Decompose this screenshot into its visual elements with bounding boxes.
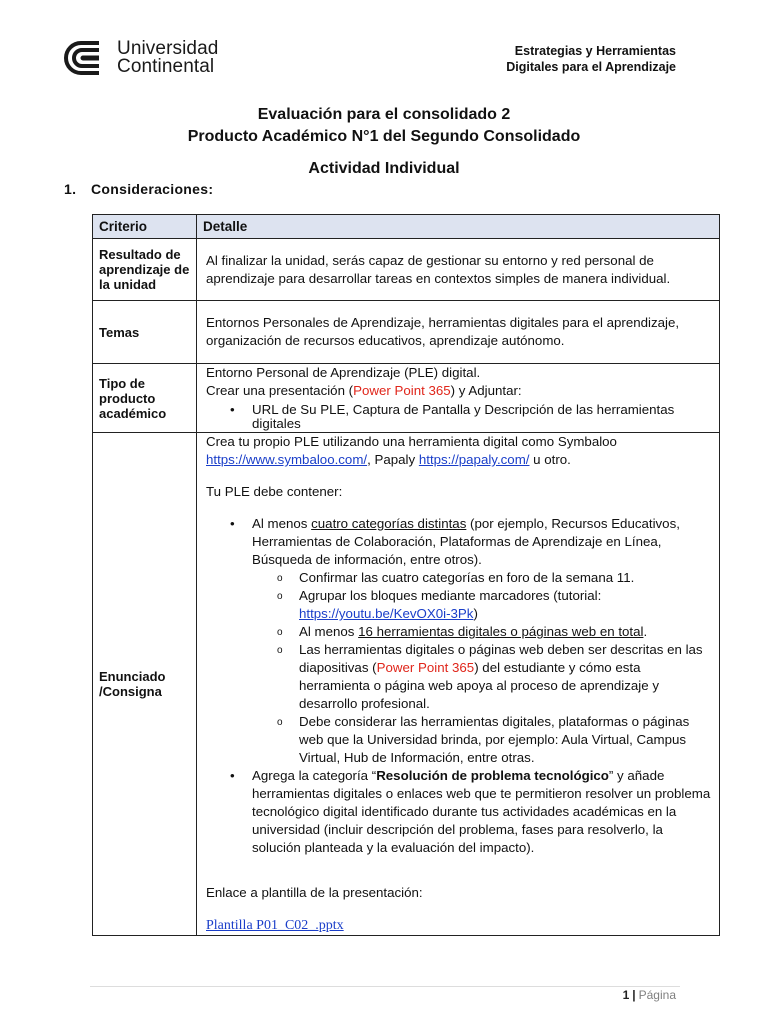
- b1-pre: Al menos: [252, 516, 312, 531]
- b1-underlined: cuatro categorías distintas: [311, 516, 467, 531]
- b2-bold: Resolución de problema tecnológico: [376, 768, 609, 783]
- bullet-resolucion: [206, 767, 713, 857]
- course-name: [506, 43, 676, 75]
- considerations-table: [92, 214, 720, 936]
- sub-item-3: [206, 623, 713, 641]
- sub-item-4: [206, 641, 713, 713]
- detalle-resultado: Al finalizar la unidad, serás capaz de gestionar su entorno y red personal de aprendizaje para desarrollar tareas en contextos simples de manera individual.: [197, 239, 720, 301]
- tipo-line-1: Entorno Personal de Aprendizaje (PLE) digital.: [206, 365, 481, 380]
- table-row-tipo: [93, 364, 720, 433]
- university-logo: [63, 40, 218, 76]
- s4-post: ) del estudiante y cómo esta herramienta o página web apoya al proceso de aprendizaje y desarrollo profesional.: [299, 660, 659, 711]
- symbaloo-link[interactable]: https://www.symbaloo.com/: [206, 452, 368, 467]
- document-title: [0, 104, 768, 148]
- course-line-2: Digitales para el Aprendizaje: [506, 60, 676, 74]
- document-subtitle: Actividad Individual: [308, 160, 460, 177]
- table-row-enunciado: [93, 433, 720, 936]
- plantilla-link[interactable]: Plantilla P01_C02_.pptx: [206, 918, 344, 933]
- sub-item-1: o Confirmar las cuatro categorías en foro de la semana 11.: [206, 569, 713, 587]
- sub-item-2: [206, 587, 713, 623]
- logo-line-1: Universidad: [117, 38, 219, 59]
- plantilla-wrapper: [206, 916, 713, 935]
- section-heading: [64, 181, 213, 197]
- footer-separator: |: [632, 988, 636, 1002]
- tipo-line-2: [206, 382, 713, 400]
- detalle-temas: Entornos Personales de Aprendizaje, herramientas digitales para el aprendizaje, organización de recursos educativos, aprendizaje autónomo.: [197, 301, 720, 364]
- papaly-link[interactable]: https://papaly.com/: [418, 452, 530, 467]
- table-row-resultado: [93, 239, 720, 301]
- enunciado-debe: Tu PLE debe contener:: [206, 484, 343, 499]
- b2-pre: Agrega la categoría “: [252, 768, 377, 783]
- enunciado-intro: [206, 433, 713, 469]
- s2-post: ): [473, 606, 478, 621]
- s3-post: .: [643, 624, 648, 639]
- tipo-line-2-pre: Crear una presentación (: [206, 383, 354, 398]
- title-line-1: Evaluación para el consolidado 2: [257, 106, 511, 123]
- s3-pre: Al menos: [299, 624, 359, 639]
- youtube-tutorial-link[interactable]: https://youtu.be/KevOX0i-3Pk: [299, 606, 474, 621]
- tipo-line-2-post: ) y Adjuntar:: [450, 383, 522, 398]
- tipo-bullet: • URL de Su PLE, Captura de Pantalla y Descripción de las herramientas digitales: [206, 403, 713, 431]
- detalle-tipo: [197, 364, 720, 433]
- page-footer: [623, 988, 676, 1002]
- s2-text: Agrupar los bloques mediante marcadores (tutorial:: [299, 588, 602, 603]
- s3-underlined: 16 herramientas digitales o páginas web en total: [358, 624, 644, 639]
- b2-post: ” y añade herramientas digitales o enlaces web que te permitieron resolver un problema tecnológico digital identificado durante tus actividades académicas en la universidad (incluir descripción del problema, fases para resolverlo, la solución planteada y la evaluación del impacto).: [252, 768, 711, 855]
- enlace-plantilla-label: Enlace a plantilla de la presentación:: [206, 885, 423, 900]
- table-row-temas: [93, 301, 720, 364]
- course-line-1: Estrategias y Herramientas: [514, 44, 676, 58]
- tipo-powerpoint-text: Power Point 365: [353, 383, 451, 398]
- university-logo-icon: [63, 40, 109, 76]
- table-header-row: [93, 215, 720, 239]
- bullet-categorias: [206, 515, 713, 569]
- enunciado-intro-text: Crea tu propio PLE utilizando una herramienta digital como Symbaloo: [206, 434, 617, 449]
- footer-divider: [90, 986, 680, 987]
- s4-pre: Las herramientas digitales o páginas web deben ser descritas en las diapositivas (: [299, 642, 703, 675]
- header-detalle: Detalle: [197, 215, 720, 239]
- detalle-enunciado: [197, 433, 720, 936]
- criterio-enunciado: Enunciado /Consigna: [93, 433, 197, 936]
- s4-powerpoint-text: Power Point 365: [376, 660, 475, 675]
- section-label: Consideraciones:: [91, 181, 214, 197]
- page-number: 1: [622, 988, 630, 1002]
- sub-item-5: o Debe considerar las herramientas digitales, plataformas o páginas web que la Universidad brinda, por ejemplo: Aula Virtual, Campus Virtual, Hub de Información, entre otras.: [206, 713, 713, 767]
- page-label: Página: [638, 988, 676, 1002]
- criterio-tipo: Tipo de producto académico: [93, 364, 197, 433]
- section-number: 1.: [64, 181, 77, 197]
- b1-post: (por ejemplo, Recursos Educativos, Herramientas de Colaboración, Plataformas de Aprendizaje en Línea, Búsqueda de información, entre otros).: [252, 516, 680, 567]
- title-line-2: Producto Académico N°1 del Segundo Consolidado: [187, 128, 581, 145]
- papaly-pre: , Papaly: [367, 452, 419, 467]
- criterio-temas: Temas: [93, 301, 197, 364]
- logo-line-2: Continental: [117, 56, 215, 77]
- header-criterio: Criterio: [93, 215, 197, 239]
- papaly-post: u otro.: [529, 452, 571, 467]
- criterio-resultado: Resultado de aprendizaje de la unidad: [93, 239, 197, 301]
